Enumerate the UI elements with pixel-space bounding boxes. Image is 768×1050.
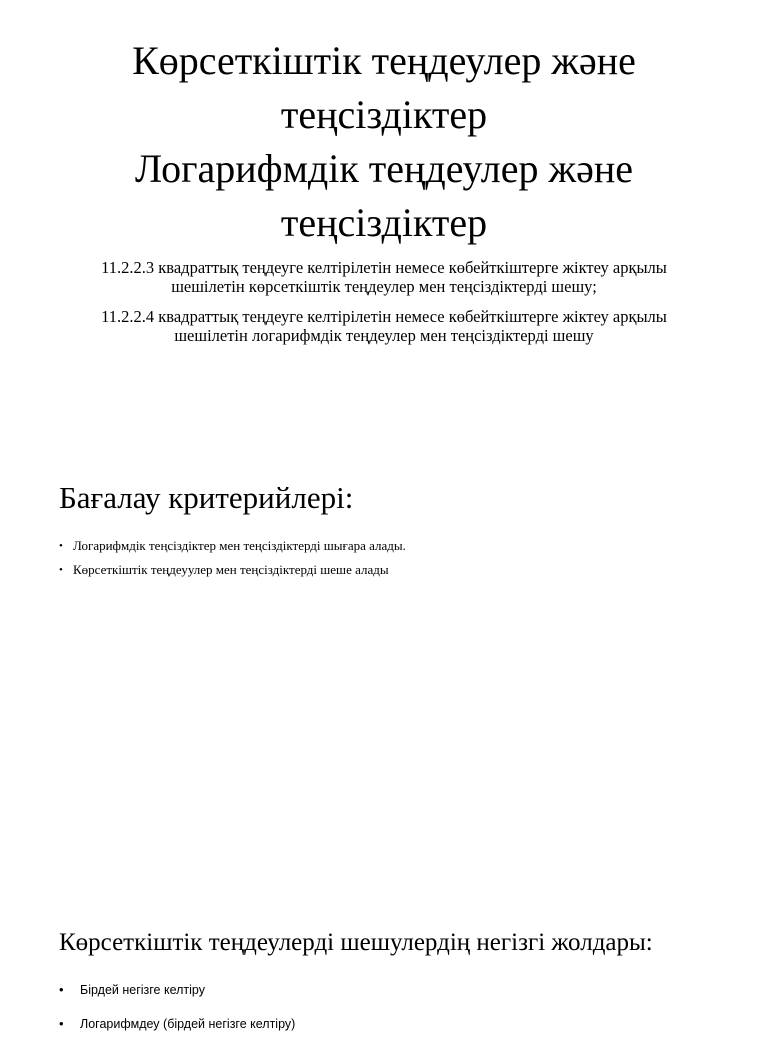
methods-list xyxy=(59,982,768,1032)
bullet-icon: • xyxy=(59,982,64,997)
criteria-slide xyxy=(0,478,768,586)
bullet-icon: • xyxy=(59,540,63,552)
methods-slide xyxy=(0,926,768,1050)
list-item xyxy=(59,982,768,998)
list-item xyxy=(59,538,768,554)
list-item-text: Бірдей негізге келтіру xyxy=(80,983,205,997)
title-line-3: Логарифмдік теңдеулер және xyxy=(134,146,634,191)
title-line-2: теңсіздіктер xyxy=(280,92,488,137)
criteria-heading: Бағалау критерийлері: xyxy=(59,480,354,515)
list-item xyxy=(59,1016,768,1032)
methods-heading: Көрсеткіштік теңдеулерді шешулердің негізгі жолдары: xyxy=(59,929,653,956)
objective-2: 11.2.2.4 квадраттық теңдеуге келтірілетін немесе көбейткіштерге жіктеу арқылы шешілетін логарифмдік теңдеулер мен теңсіздіктерді шешу xyxy=(101,307,667,345)
list-item-text: Логарифмдеу (бірдей негізге келтіру) xyxy=(80,1017,296,1031)
title-line-1: Көрсеткіштік теңдеулер және xyxy=(132,38,636,83)
bullet-icon: • xyxy=(59,564,63,576)
objective-1: 11.2.2.3 квадраттық теңдеуге келтірілетін немесе көбейткіштерге жіктеу арқылы шешілетін көрсеткіштік теңдеулер мен теңсіздіктерді шешу; xyxy=(101,258,667,296)
title-line-4: теңсіздіктер xyxy=(280,200,488,245)
criteria-list xyxy=(59,538,768,578)
list-item-text: Логарифмдік теңсіздіктер мен теңсіздіктерді шығара алады. xyxy=(73,538,406,553)
title-slide xyxy=(0,34,768,356)
bullet-icon: • xyxy=(59,1016,64,1031)
list-item xyxy=(59,562,768,578)
learning-objectives xyxy=(0,258,768,345)
list-item-text: Көрсеткіштік теңдеуулер мен теңсіздіктерді шеше алады xyxy=(73,562,389,577)
